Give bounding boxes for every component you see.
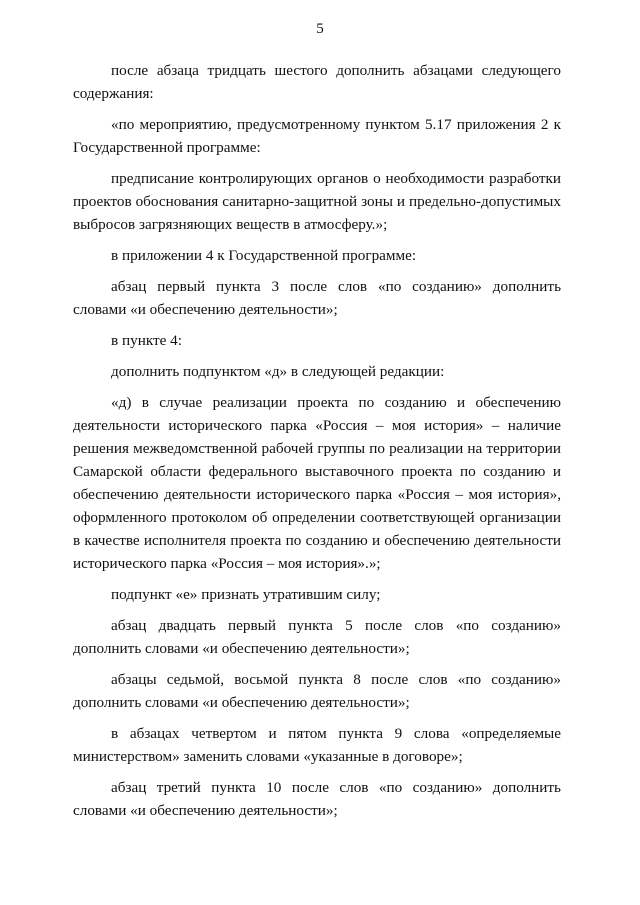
page-number: 5 [316,21,324,37]
paragraph: в приложении 4 к Государственной программе: [111,247,417,264]
paragraph: после абзаца тридцать шестого дополнить абзацами следующего содержания: [73,62,561,102]
paragraph: абзац двадцать первый пункта 5 после слов «по созданию» дополнить словами «и обеспечению деятельности»; [73,617,561,657]
paragraph: абзацы седьмой, восьмой пункта 8 после слов «по созданию» дополнить словами «и обеспечению деятельности»; [73,671,561,711]
paragraph: «д) в случае реализации проекта по созданию и обеспечению деятельности исторического парка «Россия – моя история» – наличие решения межведомственной рабочей группы по реализации на территории Самарской области федерального выставочного проекта по созданию и обеспечению деятельности исторического парка «Россия – моя история», оформленного протоколом об определении соответствующей организации в качестве исполнителя проекта по созданию и обеспечению деятельности исторического парка «Россия – моя история».»; [73,394,561,572]
document-body [73,59,561,830]
paragraph: абзац первый пункта 3 после слов «по созданию» дополнить словами «и обеспечению деятельности»; [73,278,561,318]
paragraph: дополнить подпунктом «д» в следующей редакции: [111,363,445,380]
paragraph: в абзацах четвертом и пятом пункта 9 слова «определяемые министерством» заменить словами «указанные в договоре»; [73,725,561,765]
paragraph: в пункте 4: [111,332,182,349]
paragraph: подпункт «е» признать утратившим силу; [111,586,381,603]
paragraph: «по мероприятию, предусмотренному пунктом 5.17 приложения 2 к Государственной программе: [73,116,561,156]
paragraph: предписание контролирующих органов о необходимости разработки проектов обоснования санитарно-защитной зоны и предельно-допустимых выбросов загрязняющих веществ в атмосферу.»; [73,170,561,233]
paragraph: абзац третий пункта 10 после слов «по созданию» дополнить словами «и обеспечению деятельности»; [73,779,561,819]
